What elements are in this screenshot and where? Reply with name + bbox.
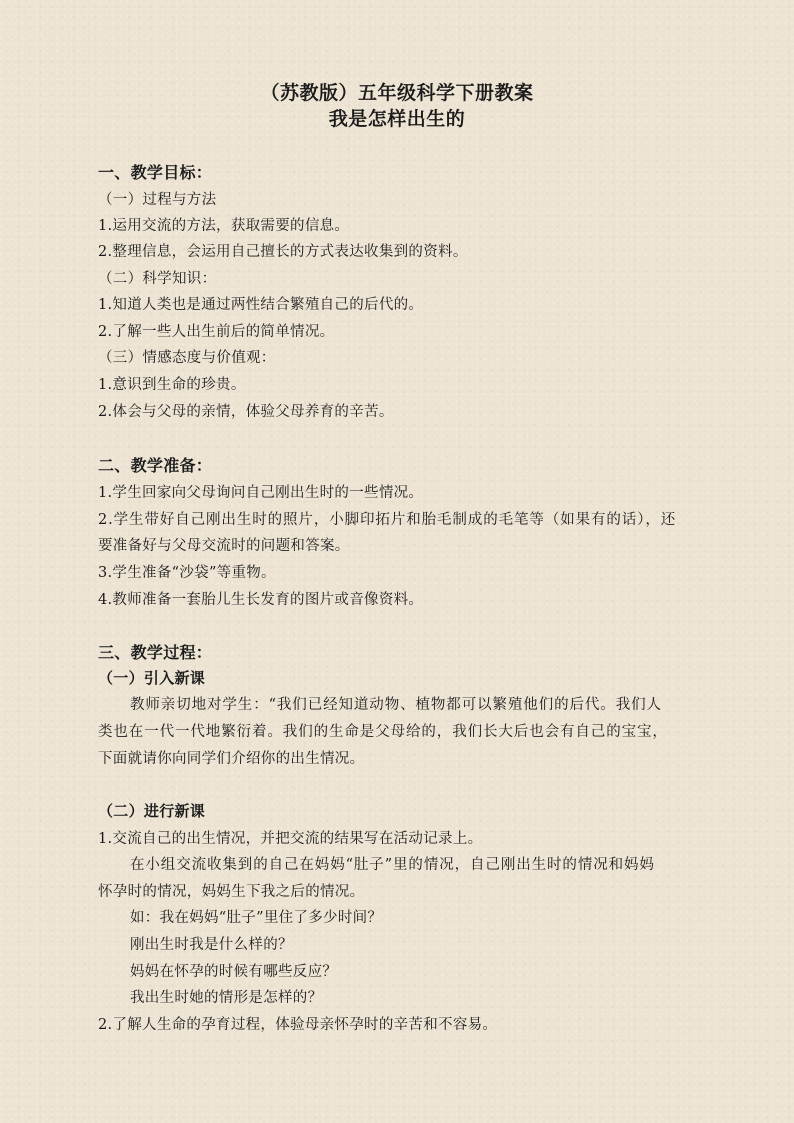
question-line: 如：我在妈妈“肚子”里住了多少时间？ [130,910,383,926]
list-item-continuation: 要准备好与父母交流时的问题和答案。 [98,538,350,554]
question-line: 妈妈在怀孕的时候有哪些反应？ [130,964,338,980]
question-line: 刚出生时我是什么样的？ [130,937,293,953]
section-heading-objectives: 一、教学目标： [98,163,213,182]
list-item: 1.意识到生命的珍贵。 [98,377,246,393]
list-item: 2.体会与父母的亲情，体验父母养育的辛苦。 [98,404,394,420]
list-item: 1.交流自己的出生情况，并把交流的结果写在活动记录上。 [98,831,483,847]
document-title: （苏教版）五年级科学下册教案 [260,82,534,104]
list-item: 2.整理信息，会运用自己擅长的方式表达收集到的资料。 [98,244,468,260]
list-item: 1.知道人类也是通过两性结合繁殖自己的后代的。 [98,297,424,313]
section-heading-process: 三、教学过程： [98,643,213,662]
list-item: 1.学生回家向父母询问自己刚出生时的一些情况。 [98,485,424,501]
list-item: 2.了解一些人出生前后的简单情况。 [98,324,335,340]
list-item: 2.了解人生命的孕育过程，体验母亲怀孕时的辛苦和不容易。 [98,1017,498,1033]
subheading-new-lesson: （二）进行新课 [98,802,206,820]
paragraph-line: 在小组交流收集到的自己在妈妈“肚子”里的情况，自己刚出生时的情况和妈妈 [130,857,655,873]
subheading-introduction: （一）引入新课 [98,669,206,687]
subheading-process-method: （一）过程与方法 [98,192,217,208]
subheading-attitude-values: （三）情感态度与价值观： [98,350,276,366]
paragraph-line: 教师亲切地对学生：“我们已经知道动物、植物都可以繁殖他们的后代。我们人 [130,697,662,713]
list-item: 2.学生带好自己刚出生时的照片，小脚印拓片和胎毛制成的毛笔等（如果有的话），还 [98,512,677,528]
question-line: 我出生时她的情形是怎样的？ [130,990,323,1006]
paragraph-line: 下面就请你向同学们介绍你的出生情况。 [98,751,365,767]
section-heading-preparation: 二、教学准备： [98,456,213,475]
document-subtitle: 我是怎样出生的 [328,108,466,130]
paragraph-line: 类也在一代一代地繁衍着。我们的生命是父母给的，我们长大后也会有自己的宝宝， [98,724,668,740]
list-item: 4.教师准备一套胎儿生长发育的图片或音像资料。 [98,592,424,608]
list-item: 3.学生准备“沙袋”等重物。 [98,565,276,581]
list-item: 1.运用交流的方法，获取需要的信息。 [98,218,350,234]
subheading-science-knowledge: （二）科学知识： [98,271,217,287]
paragraph-line: 怀孕时的情况，妈妈生下我之后的情况。 [98,884,365,900]
